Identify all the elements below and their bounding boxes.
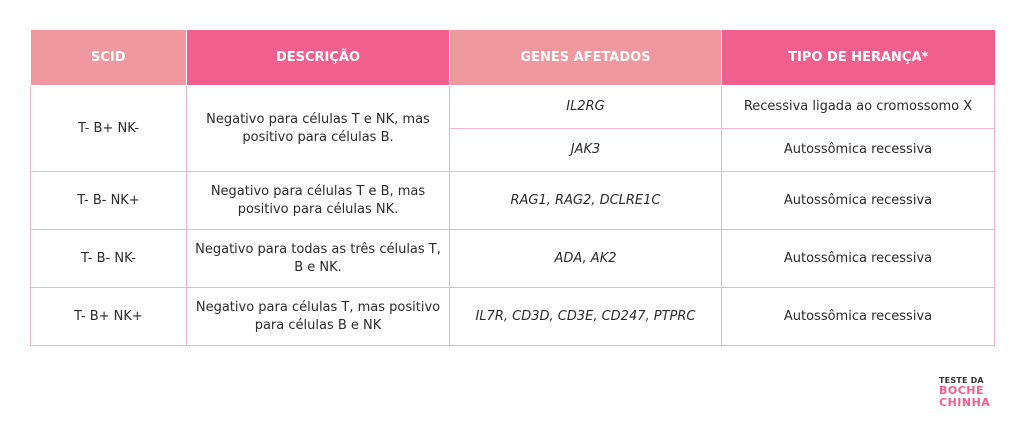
scid-type-cell: T- B- NK+ xyxy=(31,172,187,230)
logo-line-3: CHINHA xyxy=(939,396,991,409)
logo-line-2: BOCHE xyxy=(939,384,985,397)
genes-cell: JAK3 xyxy=(450,129,722,172)
header-description: DESCRIÇÃO xyxy=(187,30,450,86)
inheritance-cell: Autossômica recessiva xyxy=(722,129,995,172)
logo-line-1: TESTE DA xyxy=(939,376,984,385)
scid-type-cell: T- B+ NK+ xyxy=(31,288,187,346)
inheritance-cell: Autossômica recessiva xyxy=(722,230,995,288)
description-cell: Negativo para células T e B, mas positivo para células NK. xyxy=(187,172,450,230)
table-header-row xyxy=(31,30,995,86)
genes-cell: IL7R, CD3D, CD3E, CD247, PTPRC xyxy=(450,288,722,346)
genes-cell: RAG1, RAG2, DCLRE1C xyxy=(450,172,722,230)
description-cell: Negativo para células T e NK, mas positivo para células B. xyxy=(187,86,450,172)
header-inheritance: TIPO DE HERANÇA* xyxy=(722,30,995,86)
scid-table xyxy=(30,30,995,346)
header-scid: SCID xyxy=(31,30,187,86)
scid-type-cell: T- B- NK- xyxy=(31,230,187,288)
description-cell: Negativo para todas as três células T, B e NK. xyxy=(187,230,450,288)
teste-da-bochechinha-logo xyxy=(939,376,990,409)
scid-type-cell: T- B+ NK- xyxy=(31,86,187,172)
inheritance-cell: Autossômica recessiva xyxy=(722,288,995,346)
header-genes: GENES AFETADOS xyxy=(450,30,722,86)
table-row xyxy=(31,86,995,129)
inheritance-cell: Recessiva ligada ao cromossomo X xyxy=(722,86,995,129)
inheritance-cell: Autossômica recessiva xyxy=(722,172,995,230)
table-row xyxy=(31,172,995,230)
table-row xyxy=(31,230,995,288)
description-cell: Negativo para células T, mas positivo para células B e NK xyxy=(187,288,450,346)
table-row xyxy=(31,288,995,346)
genes-cell: ADA, AK2 xyxy=(450,230,722,288)
genes-cell: IL2RG xyxy=(450,86,722,129)
